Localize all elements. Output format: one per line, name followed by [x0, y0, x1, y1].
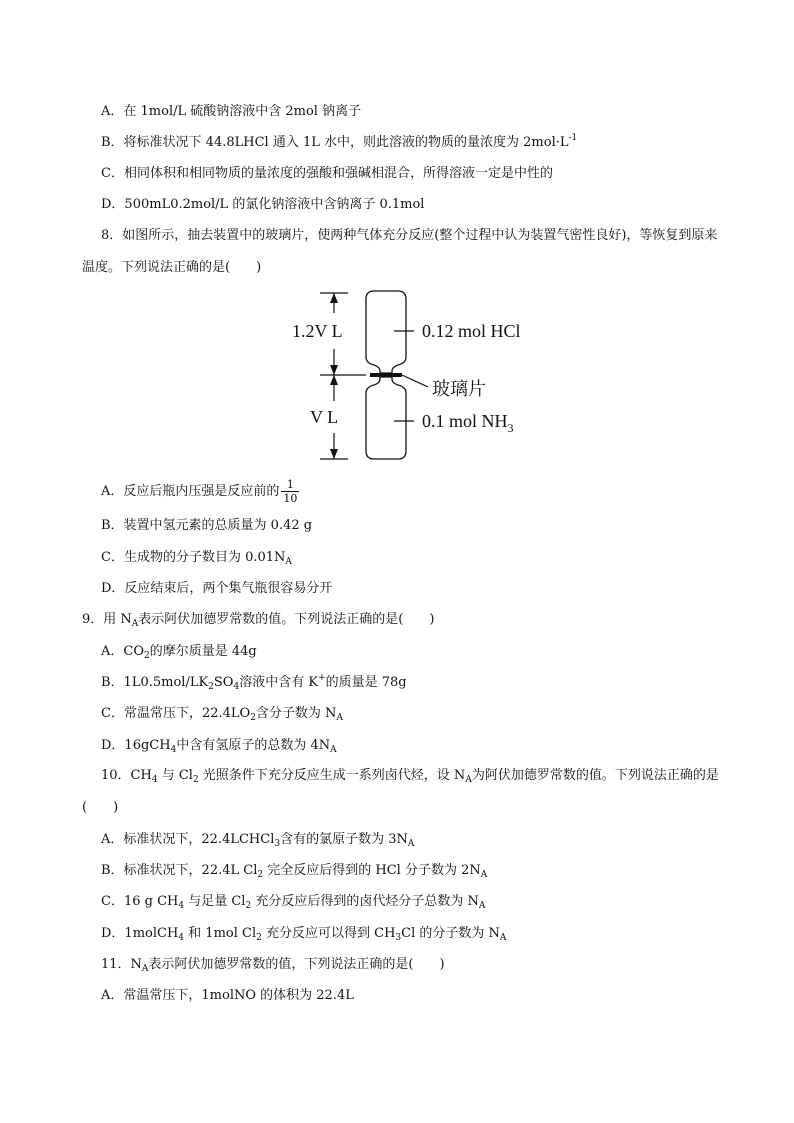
fraction: $\frac{1}{10}$	[283, 478, 298, 505]
glass-plate-label: 玻璃片	[432, 379, 486, 399]
gas-bottles-figure	[286, 283, 536, 467]
q10-option-d: D．1molCH$_4$ 和 1mol $Cl_2$ 充分反应可以得到 $CH_3Cl$ 的分子数为 $N_A$	[101, 926, 507, 943]
apparatus-diagram	[286, 283, 536, 463]
q7-option-c: C．相同体积和相同物质的量浓度的强酸和强碱相混合，所得溶液一定是中性的	[101, 166, 553, 181]
q8-option-c: C．生成物的分子数目为 $0.01N_A$	[101, 550, 292, 567]
q7-option-a: A．在 1mol/L 硫酸钠溶液中含 2mol 钠离子	[101, 104, 362, 119]
q10-option-b: B．标准状况下，22.4L $Cl_2$ 完全反应后得到的 HCl 分子数为 $2N_A$	[101, 863, 488, 880]
bottom-gas-label: 0.1 mol $NH_3$	[422, 411, 514, 435]
q7-option-b: B．将标准状况下 44.8LHCl 通入 1L 水中，则此溶液的物质的量浓度为 $2mol\cdot L^{-1}$	[101, 133, 578, 150]
q10-option-c: C．16 g $CH_4$ 与足量 $Cl_2$ 充分反应后得到的卤代烃分子总数为 $N_A$	[101, 894, 486, 911]
q8-option-b: B．装置中氢元素的总质量为 0.42 g	[101, 518, 313, 533]
q8-stem: 8．如图所示，抽去装置中的玻璃片，使两种气体充分反应(整个过程中认为装置气密性良好)，等恢复到原来温度。下列说法正确的是( )	[82, 228, 718, 275]
q8-option-d: D．反应结束后，两个集气瓶很容易分开	[101, 581, 333, 596]
q9-option-c: C．常温常压下，$22.4LO_2$含分子数为 $N_A$	[101, 706, 343, 723]
bottom-volume-label: V L	[310, 407, 339, 427]
q10-stem: 10．$CH_4$ 与 $Cl_2$ 光照条件下充分反应生成一系列卤代烃，设 $N_A$为阿伏加德罗常数的值。下列说法正确的是( )	[82, 768, 719, 815]
q7-option-d: D．500mL0.2mol/L 的氯化钠溶液中含钠离子 0.1mol	[101, 197, 425, 212]
q11-stem: 11．$N_A$表示阿伏加德罗常数的值，下列说法正确的是( )	[101, 957, 445, 974]
q9-stem: 9．用 $N_A$表示阿伏加德罗常数的值。下列说法正确的是( )	[82, 612, 435, 629]
q8-option-a: A．反应后瓶内压强是反应前的 $\frac{1}{10}$	[101, 478, 298, 505]
top-gas-label: 0.12 mol HCl	[422, 321, 521, 341]
q9-option-d: D．16gCH$_4$中含有氢原子的总数为 $4N_A$	[101, 738, 337, 755]
top-volume-label: 1.2V L	[292, 321, 343, 341]
q9-option-a: A．$CO_2$的摩尔质量是 44g	[101, 644, 257, 661]
q10-option-a: A．标准状况下，22.4LCHCl$_3$含有的氯原子数为 $3N_A$	[101, 832, 415, 849]
q11-option-a: A．常温常压下，1molNO 的体积为 22.4L	[101, 988, 354, 1003]
q9-option-b: B．$1L0.5mol/LK_2SO_4$溶液中含有 K+的质量是 78g	[101, 673, 407, 692]
